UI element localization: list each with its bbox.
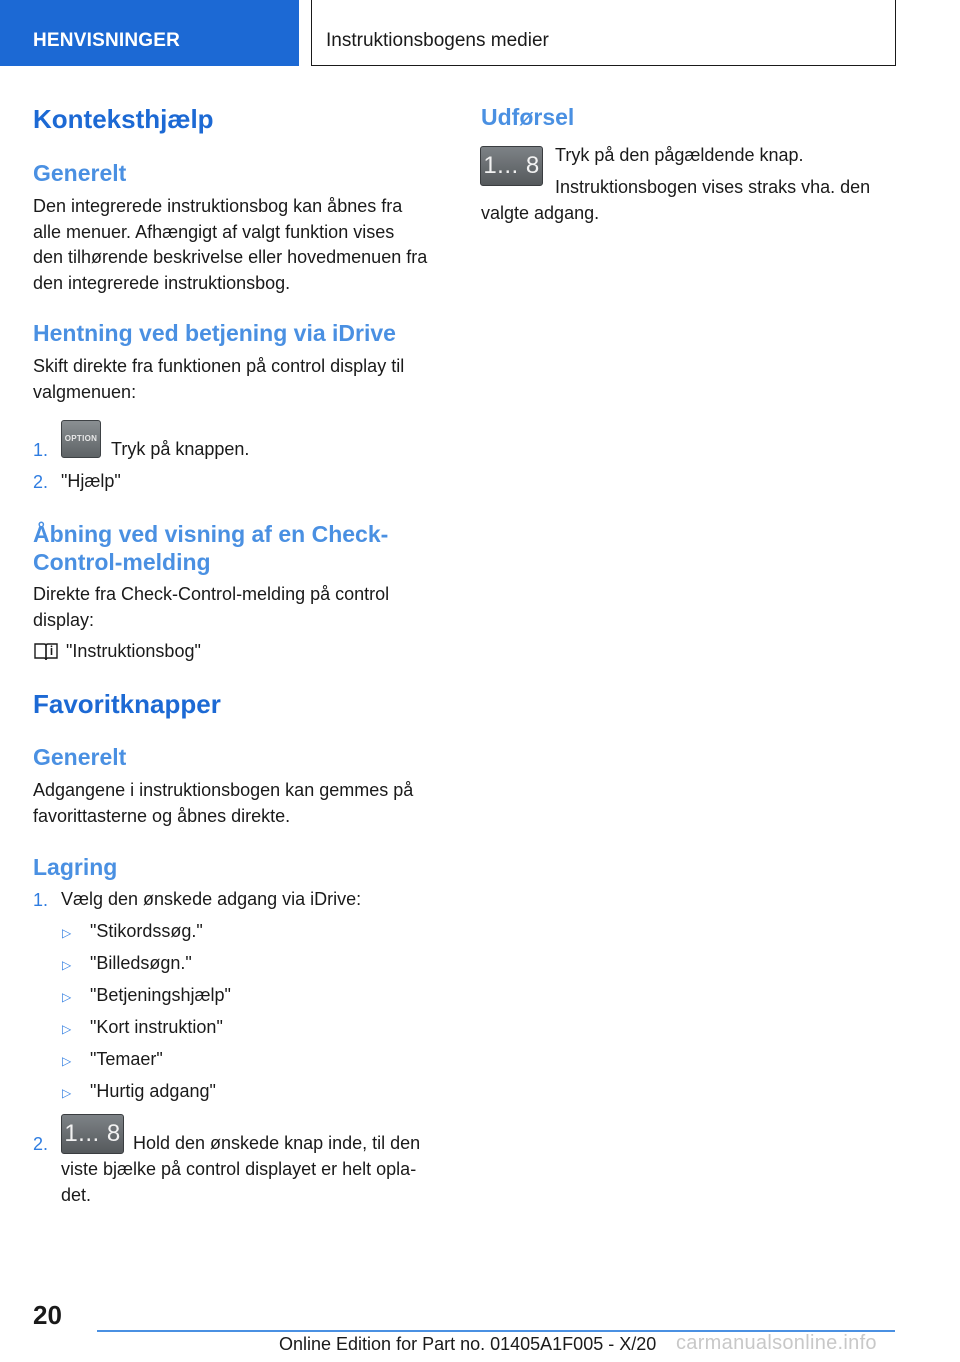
heading-hentning-idrive: Hentning ved betjening via iDrive — [33, 320, 396, 346]
heading-generelt-1: Generelt — [33, 160, 127, 186]
book-icon — [33, 642, 59, 662]
watermark: carmanualsonline.info — [676, 1332, 877, 1354]
list-item: "Hurtig adgang" — [90, 1081, 216, 1101]
edition-text: Online Edition for Part no. 01405A1F005 - X/20 — [279, 1334, 657, 1354]
instruction-text: Instruktionsbogen vises straks vha. den — [555, 177, 871, 197]
step-text: Tryk på knappen. — [111, 439, 250, 459]
heading-lagring: Lagring — [33, 854, 118, 880]
book-text: "Instruktionsbog" — [66, 641, 201, 661]
list-item: "Betjeningshjælp" — [90, 985, 231, 1005]
step-number: 1. — [33, 890, 49, 910]
bullet-marker: ▷ — [62, 1054, 72, 1068]
step-text: Hold den ønskede knap inde, til den — [133, 1133, 421, 1153]
chapter-title: Instruktionsbogens medier — [311, 0, 896, 66]
step-number: 1. — [33, 440, 49, 460]
section-tab: HENVISNINGER — [0, 0, 299, 66]
step-text: Vælg den ønskede adgang via iDrive: — [61, 889, 362, 909]
list-item: "Temaer" — [90, 1049, 163, 1069]
paragraph-generelt-1: Den integrerede instruktionsbog kan åbnes fra alle menuer. Afhængigt af valgt funktion vises den tilhørende beskrivelse eller hovedmenuen fra den integrerede instruktionsbog. — [33, 196, 428, 293]
favorite-keys-icon: 1... 8 — [61, 1114, 124, 1154]
favorite-keys-icon: 1... 8 — [480, 146, 543, 186]
step-text: det. — [61, 1185, 92, 1205]
step-number: 2. — [33, 472, 49, 492]
list-item: "Stikordssøg." — [90, 921, 203, 941]
heading-konteksthjaelp: Konteksthjælp — [33, 104, 214, 134]
step-text: "Hjælp" — [61, 471, 121, 491]
bullet-marker: ▷ — [62, 958, 72, 972]
paragraph-idrive: Skift direkte fra funktionen på control display til valgmenuen: — [33, 356, 405, 402]
step-number: 2. — [33, 1134, 49, 1154]
bullet-marker: ▷ — [62, 1022, 72, 1036]
heading-favoritknapper: Favoritknapper — [33, 689, 221, 719]
option-button-icon: OPTION — [61, 420, 101, 458]
heading-check-control: Åbning ved visning af en Check- Control-melding — [33, 521, 389, 575]
paragraph-check-control: Direkte fra Check-Control-melding på control display: — [33, 584, 390, 630]
instruction-text: Tryk på den pågældende knap. — [555, 145, 804, 165]
heading-udforsel: Udførsel — [481, 104, 575, 130]
page-number: 20 — [33, 1300, 62, 1330]
bullet-marker: ▷ — [62, 1086, 72, 1100]
list-item: "Billedsøgn." — [90, 953, 192, 973]
step-text: viste bjælke på control displayet er helt opla- — [61, 1159, 417, 1179]
bullet-marker: ▷ — [62, 926, 72, 940]
heading-generelt-2: Generelt — [33, 744, 127, 770]
instruction-text: valgte adgang. — [481, 203, 600, 223]
bullet-marker: ▷ — [62, 990, 72, 1004]
list-item: "Kort instruktion" — [90, 1017, 223, 1037]
paragraph-generelt-2: Adgangene i instruktionsbogen kan gemmes på favorittasterne og åbnes direkte. — [33, 780, 414, 826]
